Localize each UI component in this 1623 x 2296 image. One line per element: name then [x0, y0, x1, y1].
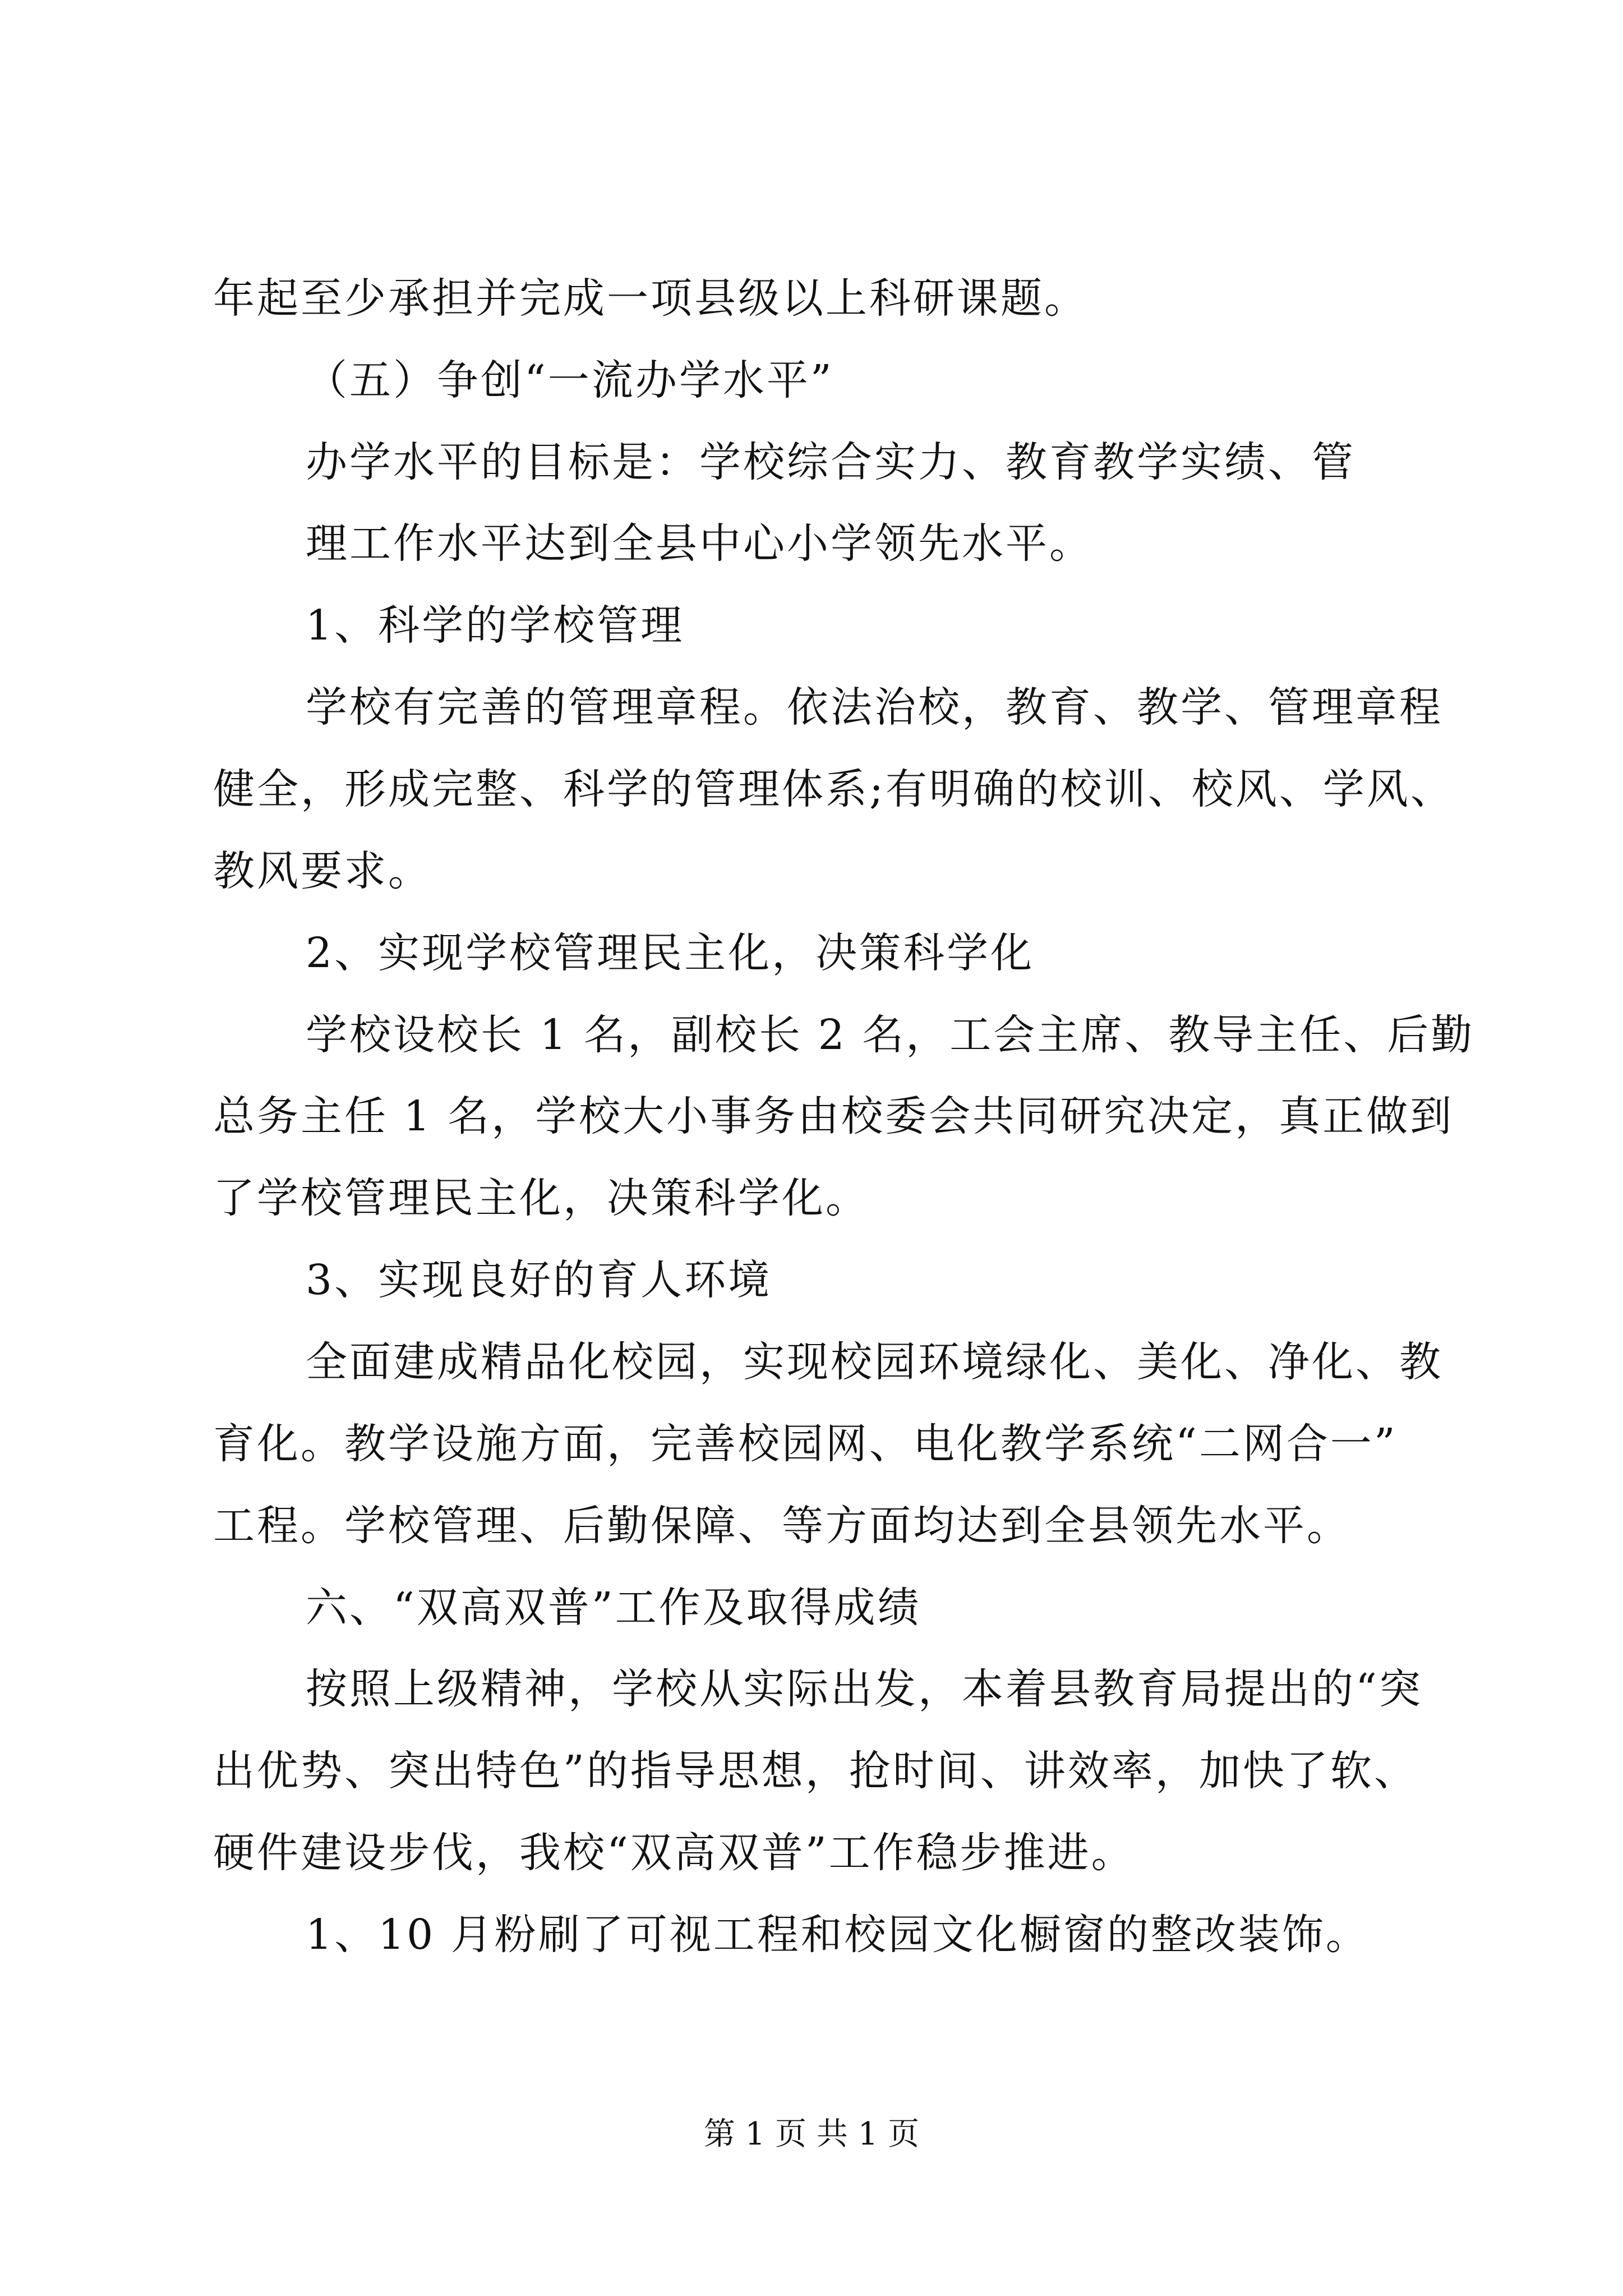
text-line: 学校设校长 1 名，副校长 2 名，工会主席、教导主任、后勤 — [306, 1011, 1475, 1059]
text-line: 教风要求。 — [213, 847, 432, 895]
text-line: 全面建成精品化校园，实现校园环境绿化、美化、净化、教 — [306, 1338, 1443, 1386]
text-line: 了学校管理民主化，决策科学化。 — [213, 1174, 869, 1222]
subsection-heading: 2、实现学校管理民主化，决策科学化 — [306, 929, 1035, 977]
subsection-heading: 1、科学的学校管理 — [306, 601, 685, 650]
page-footer: 第 1 页 共 1 页 — [703, 2116, 920, 2152]
text-line: 学校有完善的管理章程。依法治校，教育、教学、管理章程 — [306, 683, 1443, 731]
text-line: 工程。学校管理、后勤保障、等方面均达到全县领先水平。 — [213, 1502, 1350, 1550]
section-heading: 六、“双高双普”工作及取得成绩 — [306, 1584, 921, 1632]
text-line: 理工作水平达到全县中心小学领先水平。 — [306, 519, 1093, 568]
text-line: 1、10 月粉刷了可视工程和校园文化橱窗的整改装饰。 — [306, 1911, 1370, 1959]
text-line: 出优势、突出特色”的指导思想，抢时间、讲效率，加快了软、 — [213, 1747, 1418, 1795]
section-heading: （五）争创“一流办学水平” — [306, 356, 834, 404]
text-line: 总务主任 1 名，学校大小事务由校委会共同研究决定，真正做到 — [213, 1092, 1454, 1140]
text-line: 年起至少承担并完成一项县级以上科研课题。 — [213, 274, 1088, 323]
text-line: 育化。教学设施方面，完善校园网、电化教学系统“二网合一” — [213, 1420, 1398, 1468]
text-line: 健全，形成完整、科学的管理体系;有明确的校训、校风、学风、 — [213, 765, 1454, 813]
subsection-heading: 3、实现良好的育人环境 — [306, 1256, 772, 1304]
text-line: 按照上级精神，学校从实际出发，本着县教育局提出的“突 — [306, 1665, 1423, 1713]
text-line: 办学水平的目标是：学校综合实力、教育教学实绩、管 — [306, 438, 1355, 486]
text-line: 硬件建设步伐，我校“双高双普”工作稳步推进。 — [213, 1829, 1135, 1877]
